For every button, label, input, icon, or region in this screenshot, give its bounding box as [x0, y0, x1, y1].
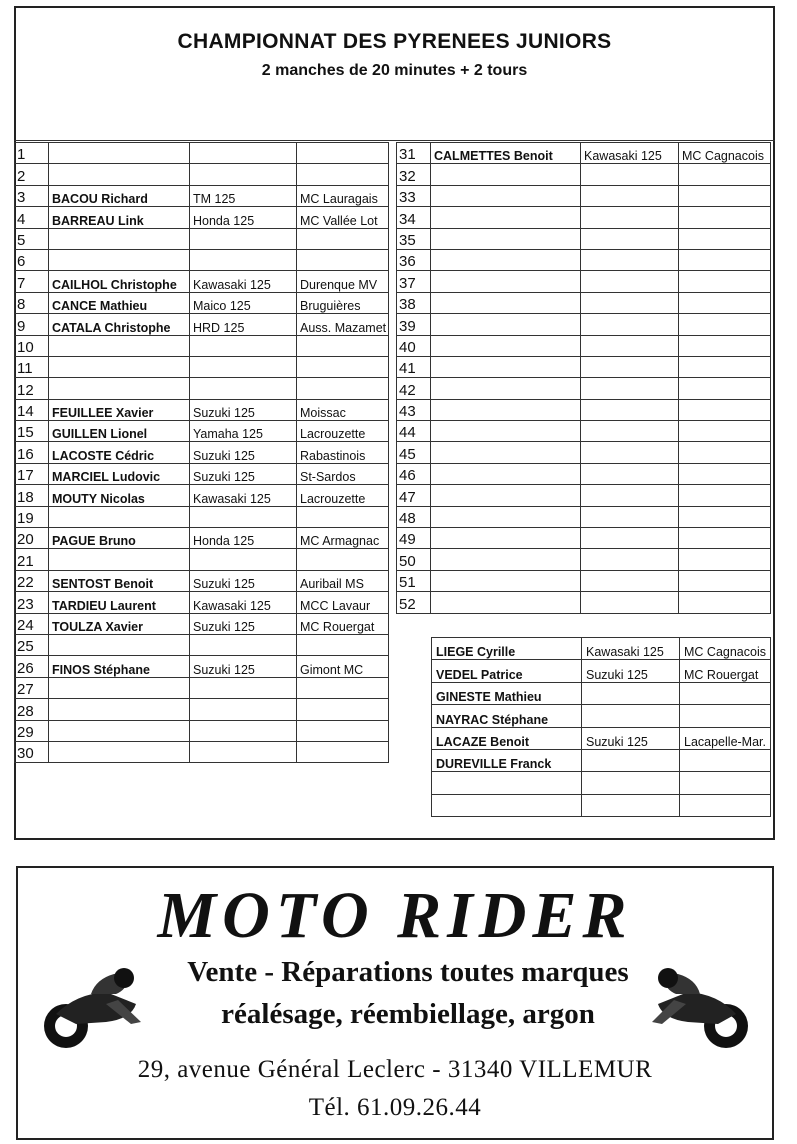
rider-name: CATALA Christophe [49, 314, 190, 335]
rider-name: BARREAU Link [49, 207, 190, 228]
club-name [679, 399, 771, 420]
club-name: MC Rouergat [680, 660, 771, 682]
table-row [397, 506, 771, 527]
race-number: 14 [15, 399, 49, 420]
motorcycle-model [190, 677, 297, 698]
race-number: 50 [397, 549, 431, 570]
race-number: 22 [15, 570, 49, 591]
table-row [15, 143, 389, 164]
club-name: MC Lauragais [297, 185, 389, 206]
motorcycle-model [581, 378, 679, 399]
table-row [397, 228, 771, 249]
table-row [15, 463, 389, 484]
motorcycle-model: Kawasaki 125 [190, 592, 297, 613]
race-number: 4 [15, 207, 49, 228]
rider-name [431, 442, 581, 463]
club-name [679, 292, 771, 313]
rider-name: DUREVILLE Franck [432, 749, 582, 771]
race-number: 40 [397, 335, 431, 356]
club-name: Lacrouzette [297, 421, 389, 442]
motorcycle-model [581, 421, 679, 442]
motorcycle-model [581, 207, 679, 228]
table-row [15, 442, 389, 463]
race-number: 45 [397, 442, 431, 463]
rider-name [431, 378, 581, 399]
table-row [15, 528, 389, 549]
club-name [680, 794, 771, 816]
ad-services: Vente - Réparations toutes marques [187, 956, 629, 988]
motorcycle-model: Suzuki 125 [190, 442, 297, 463]
club-name [679, 207, 771, 228]
motorcycle-model: Honda 125 [190, 207, 297, 228]
table-row [432, 749, 771, 771]
club-name [297, 335, 389, 356]
rider-name [49, 228, 190, 249]
table-row [15, 356, 389, 377]
club-name: Moissac [297, 399, 389, 420]
club-name [679, 528, 771, 549]
motorcycle-model: Suzuki 125 [190, 613, 297, 634]
table-row [397, 356, 771, 377]
club-name [679, 271, 771, 292]
table-row [15, 677, 389, 698]
table-row [397, 164, 771, 185]
race-number: 33 [397, 185, 431, 206]
motorcycle-model [190, 720, 297, 741]
motorcycle-model [581, 249, 679, 270]
rider-name [431, 399, 581, 420]
club-name [680, 705, 771, 727]
club-name: Lacapelle-Mar. [680, 727, 771, 749]
rider-name [431, 335, 581, 356]
race-number: 46 [397, 463, 431, 484]
race-number: 49 [397, 528, 431, 549]
table-row [397, 421, 771, 442]
club-name [679, 421, 771, 442]
race-number: 11 [15, 356, 49, 377]
table-row [15, 292, 389, 313]
race-number: 26 [15, 656, 49, 677]
race-number: 5 [15, 228, 49, 249]
table-row [397, 442, 771, 463]
table-row [397, 271, 771, 292]
race-number: 17 [15, 463, 49, 484]
motorcycle-model [190, 378, 297, 399]
club-name [679, 228, 771, 249]
motorcycle-model [582, 772, 680, 794]
table-row [15, 399, 389, 420]
table-row [15, 699, 389, 720]
rider-name [49, 249, 190, 270]
club-name [680, 682, 771, 704]
club-name: Gimont MC [297, 656, 389, 677]
table-row [15, 634, 389, 655]
table-row [432, 772, 771, 794]
motorcycle-model [581, 228, 679, 249]
table-row [397, 485, 771, 506]
club-name [679, 442, 771, 463]
club-name: MC Cagnacois [679, 143, 771, 164]
motorcycle-model [581, 164, 679, 185]
table-row [15, 335, 389, 356]
race-number: 2 [15, 164, 49, 185]
rider-name: GUILLEN Lionel [49, 421, 190, 442]
motorcycle-model [190, 699, 297, 720]
ad-specialties: réalésage, réembiellage, argon [221, 998, 595, 1030]
race-number: 28 [15, 699, 49, 720]
table-row [15, 421, 389, 442]
rider-name [431, 506, 581, 527]
table-row [397, 249, 771, 270]
rider-name [431, 271, 581, 292]
rider-name [49, 164, 190, 185]
motorcycle-model: Kawasaki 125 [582, 638, 680, 660]
motorcycle-model: Suzuki 125 [582, 727, 680, 749]
rider-name [49, 335, 190, 356]
motorcycle-model: Suzuki 125 [190, 570, 297, 591]
table-row [15, 164, 389, 185]
table-row [397, 207, 771, 228]
rider-name [431, 292, 581, 313]
table-row [397, 292, 771, 313]
rider-name [431, 356, 581, 377]
club-name [297, 549, 389, 570]
rider-name [431, 207, 581, 228]
motorcycle-model [581, 506, 679, 527]
rider-name: GINESTE Mathieu [432, 682, 582, 704]
table-row [15, 720, 389, 741]
motorcycle-model [190, 335, 297, 356]
club-name [679, 249, 771, 270]
table-row [432, 660, 771, 682]
motorcycle-model: Suzuki 125 [190, 463, 297, 484]
club-name [297, 164, 389, 185]
rider-name [431, 421, 581, 442]
advertisement [16, 866, 774, 1140]
table-row [15, 485, 389, 506]
race-number: 9 [15, 314, 49, 335]
race-number: 48 [397, 506, 431, 527]
rider-name [431, 314, 581, 335]
race-number: 41 [397, 356, 431, 377]
table-row [397, 463, 771, 484]
club-name: Auribail MS [297, 570, 389, 591]
motorcycle-model [582, 749, 680, 771]
rider-name: LIEGE Cyrille [432, 638, 582, 660]
race-number: 42 [397, 378, 431, 399]
motorcycle-model: Suzuki 125 [190, 656, 297, 677]
race-number: 18 [15, 485, 49, 506]
table-row [397, 399, 771, 420]
table-row [397, 143, 771, 164]
motorcycle-model [581, 528, 679, 549]
club-name: MCC Lavaur [297, 592, 389, 613]
rider-name [49, 720, 190, 741]
rider-name [431, 549, 581, 570]
rider-name [431, 463, 581, 484]
club-name [679, 570, 771, 591]
motorcycle-model [581, 463, 679, 484]
club-name [680, 772, 771, 794]
rider-name: MARCIEL Ludovic [49, 463, 190, 484]
table-row [397, 185, 771, 206]
rider-name [431, 570, 581, 591]
rider-name: FINOS Stéphane [49, 656, 190, 677]
race-number: 7 [15, 271, 49, 292]
table-row [432, 638, 771, 660]
motorcycle-model: Kawasaki 125 [581, 143, 679, 164]
motorcycle-model [190, 228, 297, 249]
club-name: Bruguières [297, 292, 389, 313]
club-name [679, 356, 771, 377]
race-number: 39 [397, 314, 431, 335]
ad-address: 29, avenue Général Leclerc - 31340 VILLEMUR [137, 1056, 653, 1083]
motorcycle-model [581, 185, 679, 206]
table-row [397, 549, 771, 570]
table-row [432, 727, 771, 749]
table-row [15, 378, 389, 399]
rider-name [431, 528, 581, 549]
motorcycle-model [190, 549, 297, 570]
motorcycle-model [190, 356, 297, 377]
rider-name [431, 592, 581, 613]
race-number: 21 [15, 549, 49, 570]
motorcycle-model: Honda 125 [190, 528, 297, 549]
rider-name: VEDEL Patrice [432, 660, 582, 682]
motorcycle-model [581, 356, 679, 377]
club-name [297, 228, 389, 249]
ad-phone: Tél. 61.09.26.44 [308, 1094, 482, 1121]
rider-name: LACOSTE Cédric [49, 442, 190, 463]
motorcycle-model [581, 292, 679, 313]
motorcycle-model [581, 549, 679, 570]
rider-name: TARDIEU Laurent [49, 592, 190, 613]
rider-name: CANCE Mathieu [49, 292, 190, 313]
club-name [679, 463, 771, 484]
club-name [297, 634, 389, 655]
rider-name: TOULZA Xavier [49, 613, 190, 634]
rider-name [49, 143, 190, 164]
race-number: 37 [397, 271, 431, 292]
club-name [297, 506, 389, 527]
club-name [297, 249, 389, 270]
race-number: 3 [15, 185, 49, 206]
club-name [297, 720, 389, 741]
motorcycle-model: Kawasaki 125 [190, 485, 297, 506]
club-name [679, 378, 771, 399]
motorcycle-model [581, 399, 679, 420]
club-name: Lacrouzette [297, 485, 389, 506]
rider-name [49, 356, 190, 377]
race-number: 43 [397, 399, 431, 420]
club-name [679, 549, 771, 570]
motorcycle-model [581, 570, 679, 591]
rider-name [49, 378, 190, 399]
table-row [397, 314, 771, 335]
club-name: Auss. Mazamet [297, 314, 389, 335]
table-row [432, 794, 771, 816]
rider-name: NAYRAC Stéphane [432, 705, 582, 727]
race-number: 34 [397, 207, 431, 228]
club-name: MC Cagnacois [680, 638, 771, 660]
club-name [297, 677, 389, 698]
club-name: MC Armagnac [297, 528, 389, 549]
race-number: 10 [15, 335, 49, 356]
rider-name [431, 249, 581, 270]
motorcycle-model [581, 335, 679, 356]
table-row [15, 570, 389, 591]
club-name [297, 741, 389, 762]
rider-name: BACOU Richard [49, 185, 190, 206]
rider-name: MOUTY Nicolas [49, 485, 190, 506]
race-number: 16 [15, 442, 49, 463]
race-number: 32 [397, 164, 431, 185]
motorcycle-model [190, 164, 297, 185]
page-subtitle: 2 manches de 20 minutes + 2 tours [261, 62, 528, 79]
table-row [432, 682, 771, 704]
motorcycle-model: Suzuki 125 [190, 399, 297, 420]
rider-name: PAGUE Bruno [49, 528, 190, 549]
motorcycle-model: HRD 125 [190, 314, 297, 335]
table-row [15, 207, 389, 228]
club-name: St-Sardos [297, 463, 389, 484]
club-name [679, 185, 771, 206]
rider-name [49, 741, 190, 762]
motorcycle-model [581, 592, 679, 613]
motorcycle-model [581, 442, 679, 463]
race-number: 27 [15, 677, 49, 698]
extra-entries-table [431, 637, 771, 817]
club-name [679, 485, 771, 506]
rider-name [431, 185, 581, 206]
club-name [297, 699, 389, 720]
race-number: 19 [15, 506, 49, 527]
table-row [15, 314, 389, 335]
motorcycle-model: TM 125 [190, 185, 297, 206]
ad-title: MOTO RIDER [157, 879, 633, 952]
race-number: 15 [15, 421, 49, 442]
club-name [680, 749, 771, 771]
table-row [397, 570, 771, 591]
motorcycle-model: Suzuki 125 [582, 660, 680, 682]
rider-name [49, 549, 190, 570]
club-name [297, 143, 389, 164]
table-row [15, 249, 389, 270]
race-number: 20 [15, 528, 49, 549]
motorcycle-model [190, 741, 297, 762]
table-row [397, 592, 771, 613]
club-name [297, 356, 389, 377]
race-number: 29 [15, 720, 49, 741]
motorcycle-model [190, 506, 297, 527]
table-row [15, 592, 389, 613]
motorcycle-model [582, 682, 680, 704]
motorcycle-model: Yamaha 125 [190, 421, 297, 442]
motorcycle-model: Kawasaki 125 [190, 271, 297, 292]
rider-name: FEUILLEE Xavier [49, 399, 190, 420]
table-row [15, 271, 389, 292]
race-number: 6 [15, 249, 49, 270]
rider-name [431, 485, 581, 506]
rider-name [49, 699, 190, 720]
table-row [397, 528, 771, 549]
race-number: 12 [15, 378, 49, 399]
race-number: 1 [15, 143, 49, 164]
race-number: 36 [397, 249, 431, 270]
rider-name [49, 634, 190, 655]
club-name [679, 314, 771, 335]
rider-name [49, 677, 190, 698]
race-number: 44 [397, 421, 431, 442]
rider-name: CAILHOL Christophe [49, 271, 190, 292]
rider-name [49, 506, 190, 527]
race-number: 35 [397, 228, 431, 249]
motorcycle-model [581, 485, 679, 506]
club-name [297, 378, 389, 399]
club-name [679, 335, 771, 356]
motorcycle-model [581, 314, 679, 335]
table-row [397, 378, 771, 399]
race-number: 24 [15, 613, 49, 634]
club-name: MC Vallée Lot [297, 207, 389, 228]
rider-name [431, 228, 581, 249]
motorcycle-model [190, 634, 297, 655]
table-row [15, 613, 389, 634]
table-row [432, 705, 771, 727]
club-name: Rabastinois [297, 442, 389, 463]
rider-name: LACAZE Benoit [432, 727, 582, 749]
club-name [679, 506, 771, 527]
motorcycle-model [582, 705, 680, 727]
rider-name: SENTOST Benoit [49, 570, 190, 591]
rider-name [432, 794, 582, 816]
table-row [397, 335, 771, 356]
race-number: 30 [15, 741, 49, 762]
club-name: Durenque MV [297, 271, 389, 292]
race-number: 31 [397, 143, 431, 164]
race-number: 52 [397, 592, 431, 613]
club-name [679, 164, 771, 185]
page-title: CHAMPIONNAT DES PYRENEES JUNIORS [177, 30, 612, 53]
race-number: 8 [15, 292, 49, 313]
motorcycle-model [190, 143, 297, 164]
entries-table-left [14, 142, 389, 763]
club-name [679, 592, 771, 613]
table-row [15, 656, 389, 677]
club-name: MC Rouergat [297, 613, 389, 634]
entries-table-right [396, 142, 771, 614]
motorcycle-model [581, 271, 679, 292]
motorcycle-model [582, 794, 680, 816]
motorcycle-model: Maico 125 [190, 292, 297, 313]
table-row [15, 741, 389, 762]
table-row [15, 549, 389, 570]
table-row [15, 228, 389, 249]
race-number: 51 [397, 570, 431, 591]
race-number: 25 [15, 634, 49, 655]
header-divider [14, 140, 775, 141]
table-row [15, 185, 389, 206]
rider-name: CALMETTES Benoit [431, 143, 581, 164]
motorcycle-model [190, 249, 297, 270]
race-number: 47 [397, 485, 431, 506]
rider-name [432, 772, 582, 794]
rider-name [431, 164, 581, 185]
race-number: 23 [15, 592, 49, 613]
table-row [15, 506, 389, 527]
race-number: 38 [397, 292, 431, 313]
